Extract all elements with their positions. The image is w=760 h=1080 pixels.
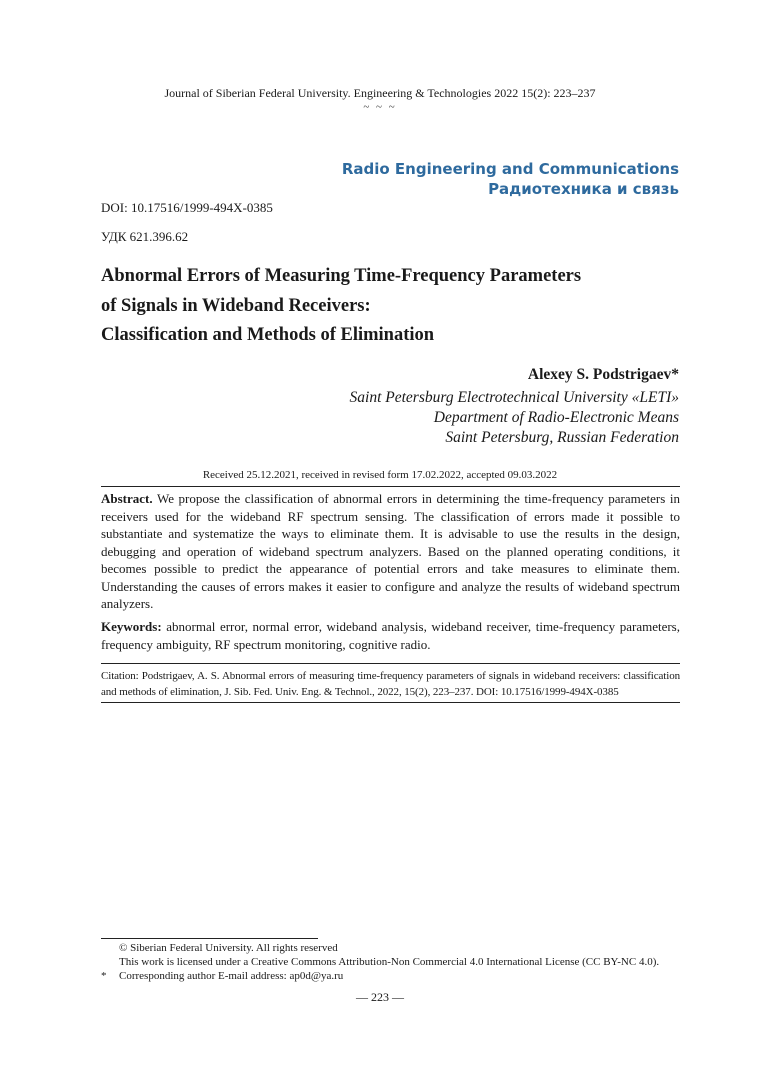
divider: [101, 702, 680, 703]
footnote-license: This work is licensed under a Creative Commons Attribution-Non Commercial 4.0 International License (CC BY-NC 4.0).: [119, 956, 660, 968]
title-line: of Signals in Wideband Receivers:: [101, 295, 371, 316]
doi: DOI: 10.17516/1999-494X-0385: [101, 200, 273, 215]
affiliation-location: Saint Petersburg, Russian Federation: [445, 429, 679, 446]
journal-header: Journal of Siberian Federal University. Engineering & Technologies 2022 15(2): 223–237: [164, 86, 596, 100]
section-title-en: Radio Engineering and Communications: [341, 160, 679, 178]
keywords: [101, 618, 680, 653]
header-ornament: ~ ~ ~: [363, 101, 397, 113]
footnote-corresponding: [101, 970, 343, 982]
footnote-star: *: [101, 970, 107, 982]
title-line: Classification and Methods of Elimination: [101, 325, 435, 345]
footnote-email: Corresponding author E-mail address: ap0d@ya.ru: [119, 970, 344, 982]
received-dates: Received 25.12.2021, received in revised form 17.02.2022, accepted 09.03.2022: [202, 469, 558, 481]
divider: [101, 663, 680, 664]
keywords-label: Keywords:: [101, 619, 162, 634]
footnote-divider: [101, 938, 318, 939]
paper-title: [101, 262, 681, 351]
abstract: [101, 490, 680, 613]
affiliation-university: Saint Petersburg Electrotechnical University «LETI»: [349, 389, 679, 406]
page-number: — 223 —: [356, 990, 404, 1004]
title-line: Abnormal Errors of Measuring Time-Frequency Parameters: [101, 266, 582, 286]
keywords-text: abnormal error, normal error, wideband analysis, wideband receiver, time-frequency parameters, frequency ambiguity, RF spectrum monitoring, cognitive radio.: [101, 619, 680, 652]
divider: [101, 486, 680, 487]
author-name: Alexey S. Podstrigaev*: [527, 366, 679, 383]
citation: Citation: Podstrigaev, A. S. Abnormal errors of measuring time-frequency parameters of signals in wideband receivers: classification and methods of elimination, J. Sib. Fed. Univ. Eng. & Technol., 2022, 15(2), 223–237. DOI: 10.17516/1999-494X-0385: [101, 670, 680, 698]
footnote-copyright: © Siberian Federal University. All rights reserved: [119, 942, 338, 954]
abstract-text: We propose the classification of abnormal errors in determining the time-frequency parameters in receivers used for the wideband RF spectrum sensing. The classification of errors made it possible to substantiate and systematize the ways to eliminate them. It is advisable to use the results in the design, debugging and operation of wideband spectrum analyzers. Based on the planned operating conditions, it becomes possible to predict the appearance of potential errors and take measures to eliminate them. Understanding the causes of errors makes it easier to configure and analyze the results of wideband spectrum analyzers.: [101, 491, 680, 611]
section-title-ru: Радиотехника и связь: [488, 180, 679, 198]
affiliation-department: Department of Radio-Electronic Means: [433, 409, 679, 426]
abstract-label: Abstract.: [101, 491, 153, 506]
udc: УДК 621.396.62: [101, 229, 189, 244]
